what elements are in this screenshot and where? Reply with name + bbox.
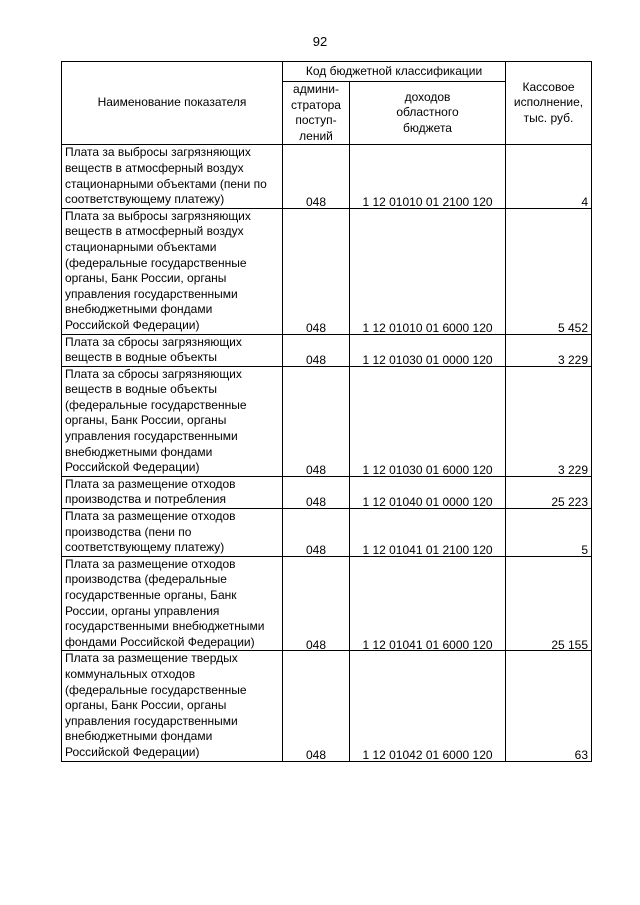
- row-name: Плата за размещение твердых коммунальных отходов (федеральные государственные органы, Банк России, органы управления государственными внебюджетными фондами Российской Федерации): [62, 651, 283, 761]
- header-admin: админи- стратора поступ- лений: [283, 82, 350, 145]
- row-admin: 048: [305, 320, 327, 335]
- row-admin: 048: [305, 463, 327, 478]
- row-code: 1 12 01030 01 6000 120: [362, 463, 493, 478]
- budget-table: [61, 61, 592, 762]
- row-name: Плата за размещение отходов производства и потребления: [62, 476, 283, 508]
- row-amount: 5 452: [557, 320, 589, 335]
- row-amount: 3 229: [557, 463, 589, 478]
- header-income: доходов областного бюджета: [350, 82, 506, 145]
- row-amount: 5: [581, 543, 589, 558]
- row-admin: 048: [305, 637, 327, 652]
- header-classification: Код бюджетной классификации: [283, 62, 506, 82]
- header-execution: Кассовое исполнение, тыс. руб.: [506, 62, 592, 145]
- row-name: Плата за сбросы загрязняющих веществ в водные объекты (федеральные государственные органы, Банк России, органы управления государственными внебюджетными фондами Российской Федерации): [62, 366, 283, 476]
- row-admin: 048: [305, 747, 327, 762]
- row-code: 1 12 01010 01 2100 120: [362, 195, 493, 210]
- row-amount: 3 229: [557, 353, 589, 368]
- table-row: [62, 556, 592, 651]
- table-row: [62, 208, 592, 334]
- page-number: 92: [312, 34, 328, 49]
- table-row: [62, 334, 592, 366]
- row-code: 1 12 01042 01 6000 120: [362, 747, 493, 762]
- row-amount: 25 223: [551, 495, 589, 510]
- row-name: Плата за выбросы загрязняющих веществ в атмосферный воздух стационарными объектами (федеральные государственные органы, Банк России, органы управления государственными внебюджетными фондами Российской Федерации): [62, 208, 283, 334]
- table-row: [62, 509, 592, 557]
- row-code: 1 12 01041 01 2100 120: [362, 543, 493, 558]
- table-row: [62, 366, 592, 476]
- row-name: Плата за размещение отходов производства (федеральные государственные органы, Банк России, органы управления государственными внебюджетными фондами Российской Федерации): [62, 556, 283, 651]
- row-name: Плата за размещение отходов производства (пени по соответствующему платежу): [62, 509, 283, 557]
- row-code: 1 12 01030 01 0000 120: [362, 353, 493, 368]
- row-admin: 048: [305, 543, 327, 558]
- row-name: Плата за выбросы загрязняющих веществ в атмосферный воздух стационарными объектами (пени по соответствующему платежу): [62, 145, 283, 208]
- row-code: 1 12 01041 01 6000 120: [362, 637, 493, 652]
- table-header-row: [62, 62, 592, 82]
- row-code: 1 12 01010 01 6000 120: [362, 320, 493, 335]
- row-amount: 25 155: [551, 637, 589, 652]
- table-row: [62, 476, 592, 508]
- row-admin: 048: [305, 195, 327, 210]
- row-amount: 63: [574, 747, 589, 762]
- table-row: [62, 651, 592, 761]
- row-amount: 4: [581, 195, 589, 210]
- row-admin: 048: [305, 495, 327, 510]
- row-admin: 048: [305, 353, 327, 368]
- header-name: Наименование показателя: [62, 62, 283, 145]
- table-row: [62, 145, 592, 208]
- row-code: 1 12 01040 01 0000 120: [362, 495, 493, 510]
- row-name: Плата за сбросы загрязняющих веществ в водные объекты: [62, 334, 283, 366]
